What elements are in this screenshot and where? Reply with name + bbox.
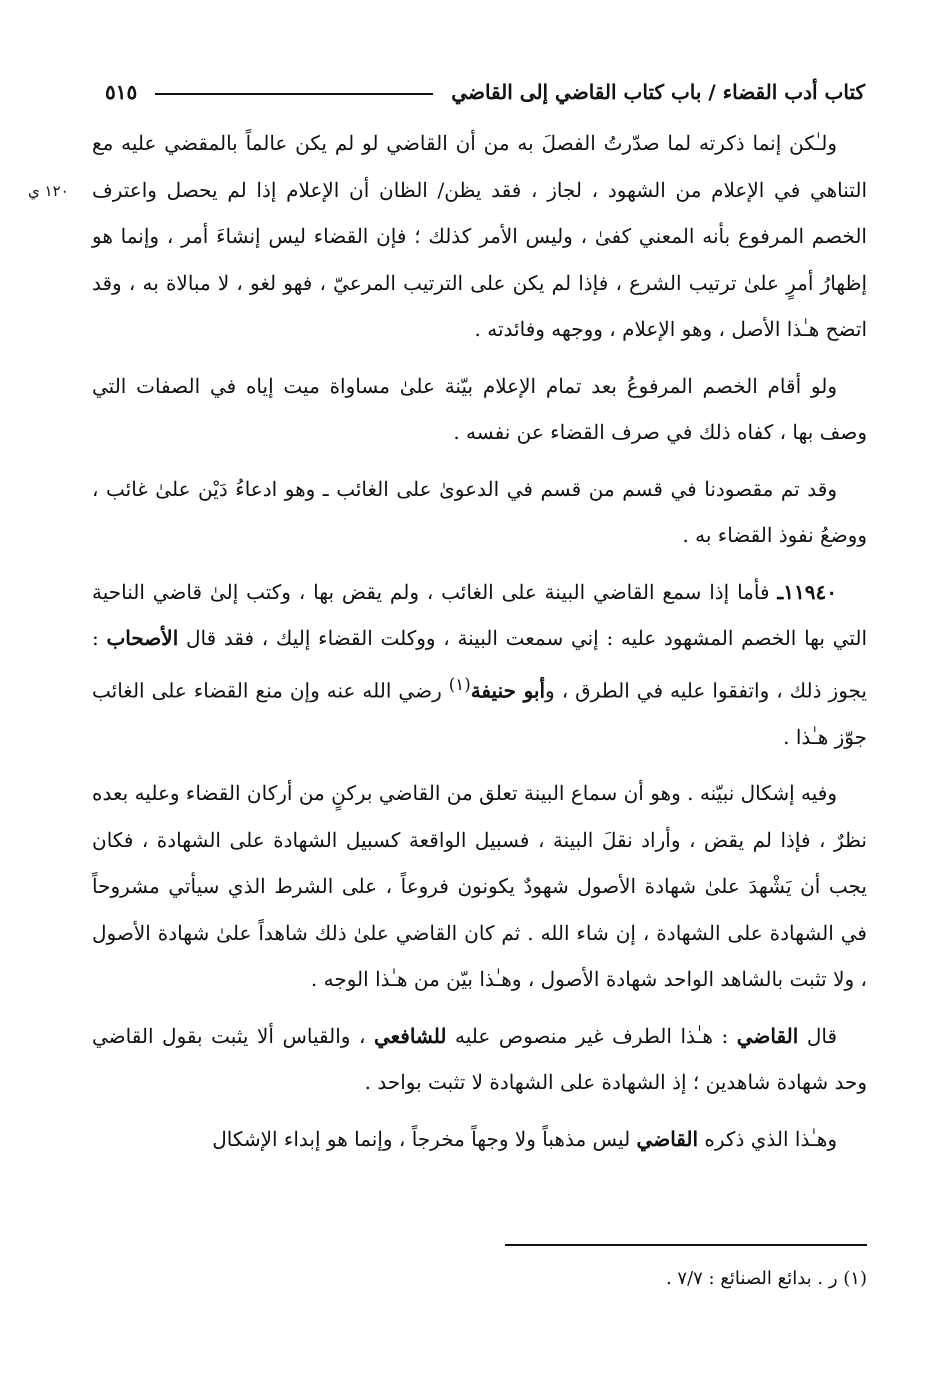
paragraph: ولـٰكن إنما ذكرته لما صدّرتُ الفصلَ به من أن القاضي لو لم يكن عالماً بالمقضي عليه مع التناهي في الإعلام من الشهود ، لجاز ، فقد يظن/ الظان أن الإعلام إذا لم يحصل واعترف الخصم المرفوع بأنه المعني كفىٰ ، وليس الأمر كذلك ؛ فإن القضاء ليس إنشاءَ أمر ، وإنما هو إظهارُ أمرٍ علىٰ ترتيب الشرع ، فإذا لم يكن على الترتيب المرعيّ ، فهو لغو ، لا مبالاة به ، وقد اتضح هـٰذا الأصل ، وهو الإعلام ، ووجهه وفائدته . xyxy=(92,131,867,341)
paragraph xyxy=(92,1013,867,1106)
paragraph-text: قال xyxy=(806,1023,838,1048)
term-shafii: للشافعي xyxy=(373,1023,447,1048)
paragraph: ولو أقام الخصم المرفوعُ بعد تمام الإعلام بيّنة علىٰ مساواة ميت إياه في الصفات التي وصف بها ، كفاه ذلك في صرف القضاء عن نفسه . xyxy=(92,373,867,444)
paragraph: وقد تم مقصودنا في قسم من قسم في الدعوىٰ على الغائب ـ وهو ادعاءُ دَيْن علىٰ غائب ، ووضعُ نفوذ القضاء به . xyxy=(92,476,867,547)
paragraph-text: ، والقياس ألا يثبت بقول القاضي وحد شهادة شاهدين ؛ إذ الشهادة على الشهادة لا تثبت بواحد . xyxy=(92,1023,867,1095)
running-header xyxy=(105,72,865,112)
term-qadi: القاضي xyxy=(636,1126,699,1151)
section-number: ١١٩٤٠ـ xyxy=(777,579,837,604)
page-number: ٥١٥ xyxy=(105,80,138,104)
term-ashab: الأصحاب xyxy=(106,626,179,650)
term-qadi: القاضي xyxy=(736,1023,799,1048)
paragraph-text: فأما إذا سمع القاضي البينة على الغائب ، ولم يقض بها ، وكتب إلىٰ قاضي الناحية التي بها الخصم المشهود عليه : إني سمعت البينة ، ووكلت القضاء إليك ، فقد قال xyxy=(92,579,868,650)
footnote-rule xyxy=(505,1244,867,1246)
main-text xyxy=(92,120,867,1162)
paragraph: وفيه إشكال نبيّنه . وهو أن سماع البينة تعلق من القاضي بركنٍ من أركان القضاء وعليه بعده نظرٌ ، فإذا لم يقض ، وأراد نقلَ البينة ، فسبيل الواقعة كسبيل الشهادة على الشهادة ، فكان يجب أن يَشْهدَ علىٰ شهادة الأصول شهودٌ يكونون فروعاً ، على الشرط الذي سيأتي مشروحاً في الشهادة على الشهادة ، إن شاء الله . ثم كان القاضي علىٰ ذلك شاهداً علىٰ شهادة الأصول ، ولا تثبت بالشاهد الواحد شهادة الأصول ، وهـٰذا بيّن من هـٰذا الوجه . xyxy=(92,781,867,992)
footnote-ref: (١) xyxy=(448,674,471,694)
paragraph-text: وهـٰذا الذي ذكره xyxy=(704,1126,837,1151)
paragraph-text: رضي الله عنه وإن منع القضاء على الغائب جوّز هـٰذا . xyxy=(92,678,867,749)
paragraph-text: : هـٰذا الطرف غير منصوص عليه xyxy=(455,1023,729,1048)
paragraph xyxy=(92,1116,867,1163)
header-title: كتاب أدب القضاء / باب كتاب القاضي إلى القاضي xyxy=(451,80,865,104)
header-rule xyxy=(155,93,433,95)
term-abu-hanifa: أبو حنيفة xyxy=(470,678,546,703)
footnote: (١) ر . بدائع الصنائع : ٧/٧ . xyxy=(665,1268,867,1289)
paragraph-text: ليس مذهباً ولا وجهاً مخرجاً ، وإنما هو إبداء الإشكال xyxy=(212,1126,631,1151)
paragraph xyxy=(92,569,867,761)
paragraph-text: : يجوز ذلك ، واتفقوا عليه في الطرق ، و xyxy=(92,626,868,703)
margin-note: ١٢٠ ي xyxy=(28,182,69,200)
